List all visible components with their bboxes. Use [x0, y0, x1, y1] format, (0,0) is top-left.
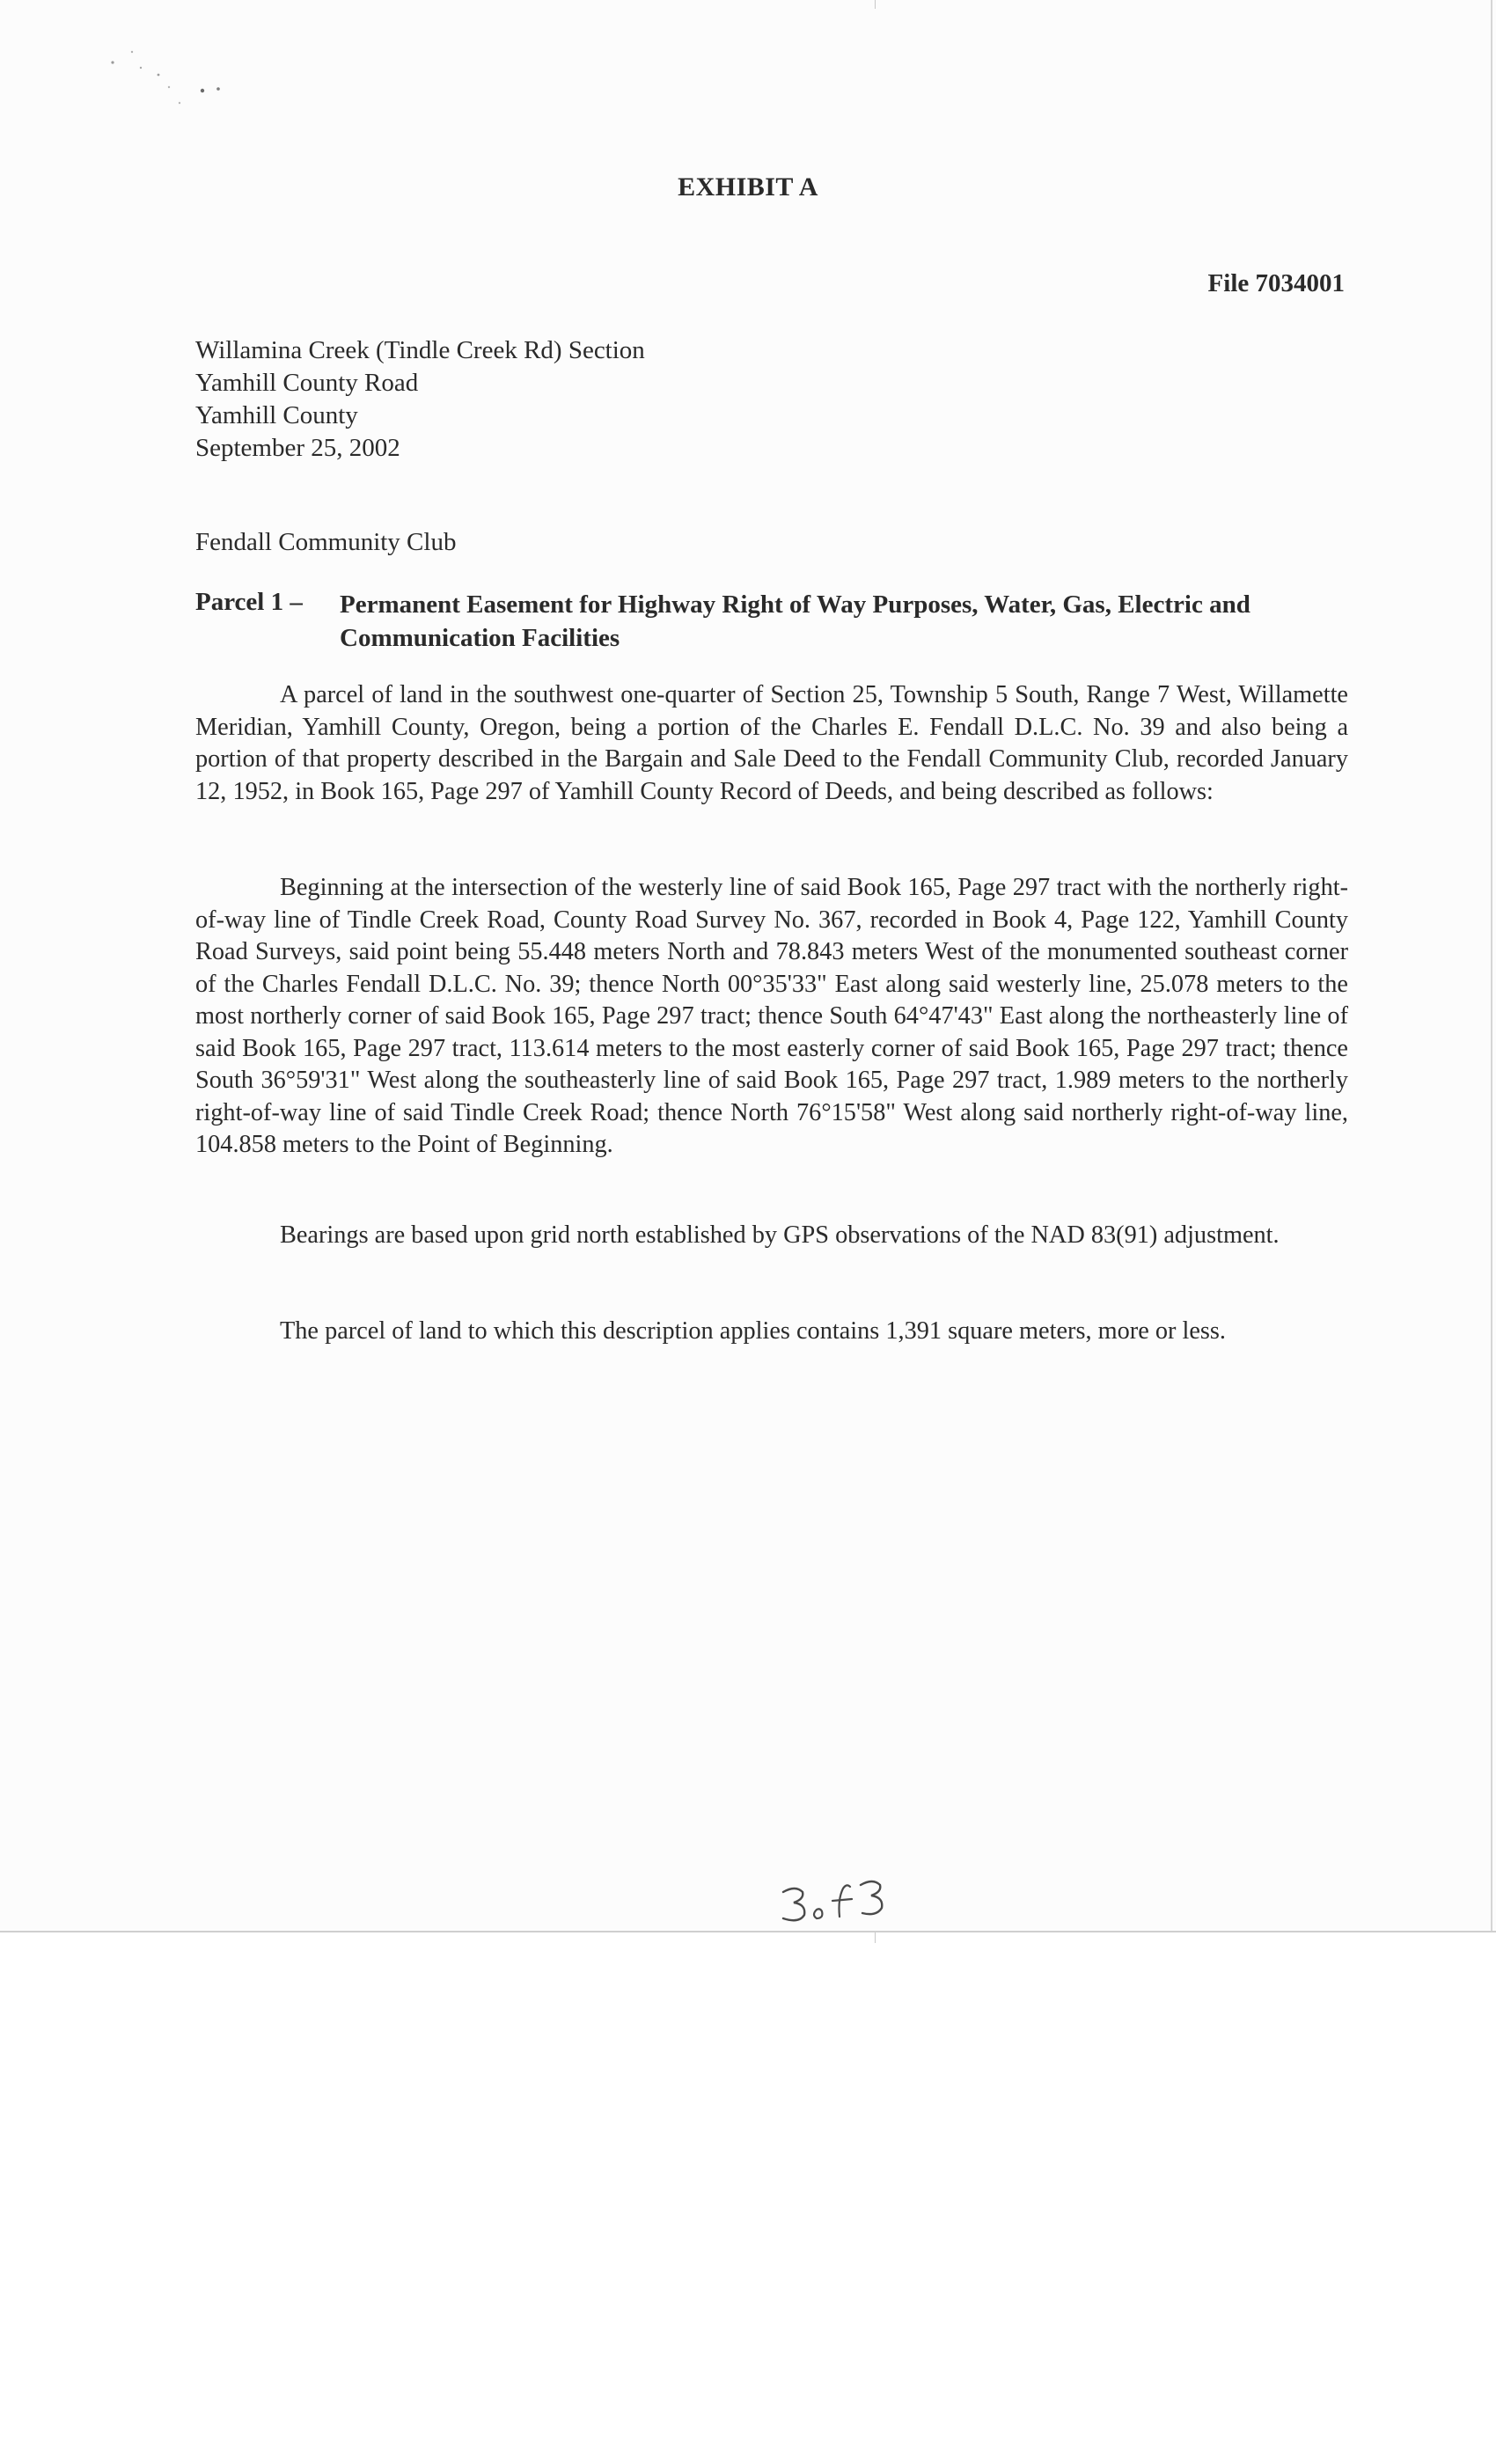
parcel-heading: Permanent Easement for Highway Right of Way Purposes, Water, Gas, Electric and Communication Facilities: [340, 590, 1250, 652]
parcel-description-paragraph: A parcel of land in the southwest one-quarter of Section 25, Township 5 South, Range 7 West, Willamette Meridian, Yamhill County, Oregon, being a portion of the Charles E. Fendall D.L.C. No. 39 and also being a portion of that property described in the Bargain and Sale Deed to the Fendall Community Club, recorded January 12, 1952, in Book 165, Page 297 of Yamhill County Record of Deeds, and being described as follows:: [195, 681, 1348, 805]
area-paragraph: The parcel of land to which this description applies contains 1,391 square meters, more or less.: [280, 1317, 1226, 1345]
metes-and-bounds-paragraph: Beginning at the intersection of the westerly line of said Book 165, Page 297 tract with the northerly right-of-way line of Tindle Creek Road, County Road Survey No. 367, recorded in Book 4, Page 122, Yamhill County Road Surveys, said point being 55.448 meters North and 78.843 meters West of the monumented southeast corner of the Charles Fendall D.L.C. No. 39; thence North 00°35'33" East along said westerly line, 25.078 meters to the most northerly corner of said Book 165, Page 297 tract; thence South 64°47'43" East along the northeasterly line of said Book 165, Page 297 tract, 113.614 meters to the most easterly corner of said Book 165, Page 297 tract; thence South 36°59'31" West along the southeasterly line of said Book 165, Page 297 tract, 1.989 meters to the northerly right-of-way line of said Tindle Creek Road; thence North 76°15'58" West along said northerly right-of-way line, 104.858 meters to the Point of Beginning.: [195, 874, 1348, 1158]
exhibit-title: EXHIBIT A: [678, 172, 818, 202]
header-section-line: Willamina Creek (Tindle Creek Rd) Section: [195, 336, 645, 364]
scan-specks: [106, 48, 246, 119]
scan-right-edge: [1491, 0, 1492, 1932]
handwritten-page-mark: [776, 1873, 908, 1934]
header-road-line: Yamhill County Road: [195, 369, 419, 397]
scan-bottom-tick: [875, 1932, 876, 1943]
header-county-line: Yamhill County: [195, 401, 358, 429]
parcel-label: Parcel 1 –: [195, 588, 303, 616]
scan-bottom-edge: [0, 1931, 1496, 1932]
bearings-paragraph: Bearings are based upon grid north established by GPS observations of the NAD 83(91) adjustment.: [280, 1221, 1280, 1249]
grantor-name: Fendall Community Club: [195, 528, 457, 556]
scan-top-tick: [875, 0, 876, 9]
header-date-line: September 25, 2002: [195, 434, 400, 462]
file-number: File 7034001: [1207, 269, 1345, 297]
project-header: [195, 334, 645, 465]
